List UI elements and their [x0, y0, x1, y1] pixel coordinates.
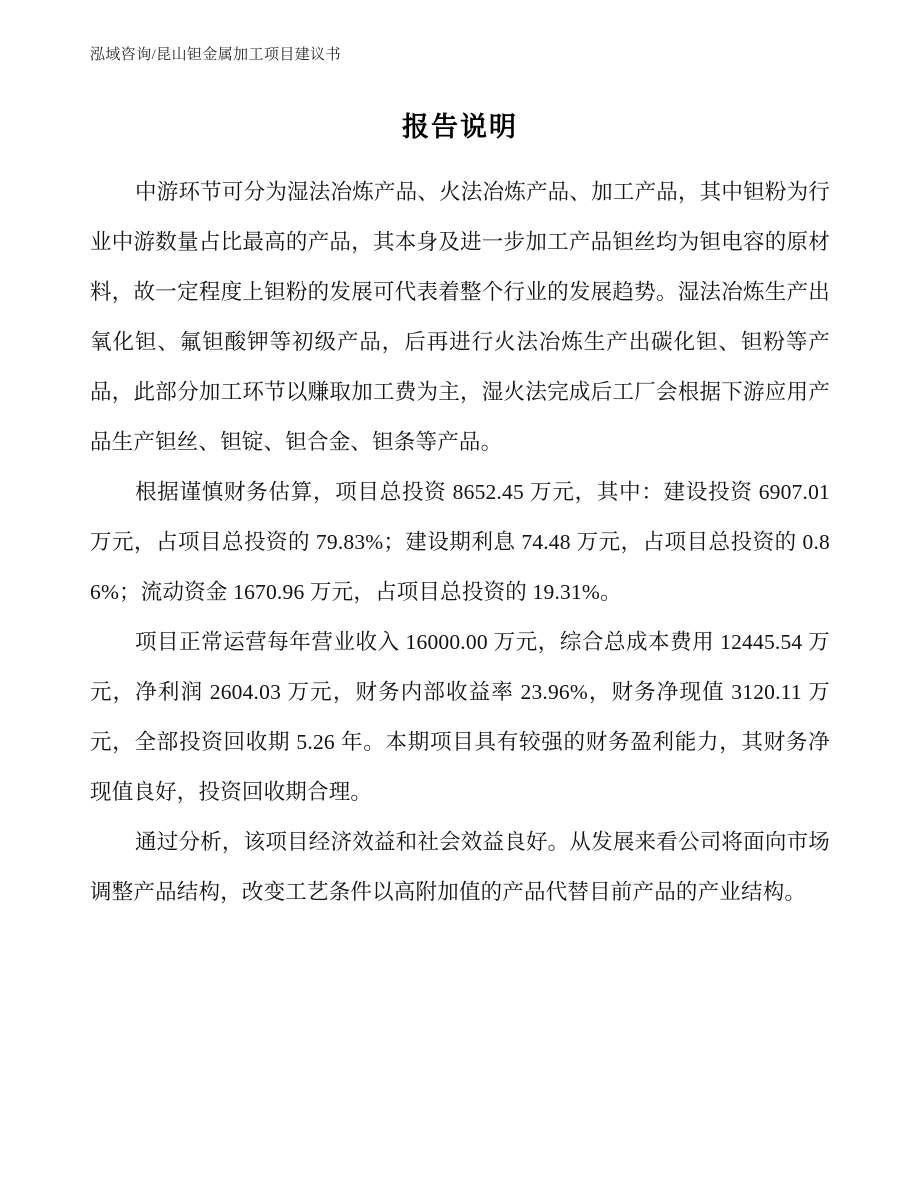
document-body	[90, 105, 830, 917]
paragraph-investment-estimate: 根据谨慎财务估算，项目总投资 8652.45 万元，其中：建设投资 6907.01 万元，占项目总投资的 79.83%；建设期利息 74.48 万元，占项目总投资的 0.86%；流动资金 1670.96 万元，占项目总投资的 19.31%。	[90, 480, 830, 604]
paragraph-conclusion: 通过分析，该项目经济效益和社会效益良好。从发展来看公司将面向市场调整产品结构，改变工艺条件以高附加值的产品代替目前产品的产业结构。	[90, 830, 830, 904]
page-title: 报告说明	[402, 112, 518, 142]
running-header: 泓域咨询/昆山钽金属加工项目建议书	[90, 47, 341, 63]
paragraph-operating-results: 项目正常运营每年营业收入 16000.00 万元，综合总成本费用 12445.54 万元，净利润 2604.03 万元，财务内部收益率 23.96%，财务净现值 3120.11 万元，全部投资回收期 5.26 年。本期项目具有较强的财务盈利能力，其财务净现值良好，投资回收期合理。	[90, 630, 830, 804]
paragraph-industry-overview: 中游环节可分为湿法冶炼产品、火法冶炼产品、加工产品，其中钽粉为行业中游数量占比最高的产品，其本身及进一步加工产品钽丝均为钽电容的原材料，故一定程度上钽粉的发展可代表着整个行业的发展趋势。湿法冶炼生产出氧化钽、氟钽酸钾等初级产品，后再进行火法冶炼生产出碳化钽、钽粉等产品，此部分加工环节以赚取加工费为主，湿火法完成后工厂会根据下游应用产品生产钽丝、钽锭、钽合金、钽条等产品。	[90, 180, 830, 454]
